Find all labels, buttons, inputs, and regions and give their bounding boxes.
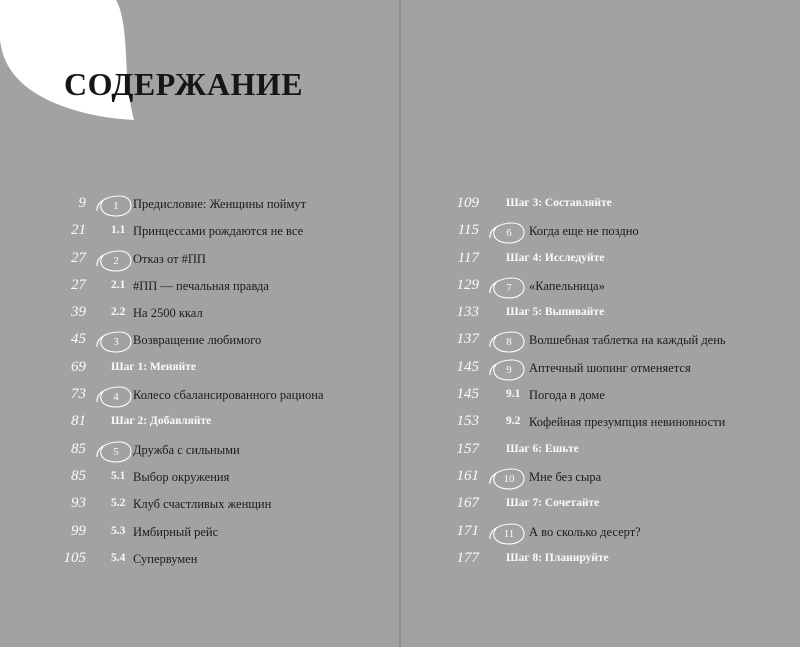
chapter-title: Дружба с сильными [133, 442, 240, 457]
toc-page-number: 145 [456, 386, 479, 403]
toc-page-number: 171 [456, 522, 479, 539]
chapter-number: 6 [506, 227, 512, 240]
chapter-number: 10 [503, 472, 515, 485]
step-title: Шаг 8: Планируйте [506, 551, 609, 564]
chapter-number: 3 [113, 336, 119, 349]
section-title: На 2500 ккал [133, 306, 203, 321]
toc-page-number: 153 [456, 413, 479, 430]
toc-page-number: 85 [71, 440, 86, 457]
toc-entry[interactable] [0, 546, 399, 573]
section-title: Имбирный рейс [133, 524, 219, 539]
chapter-number-badge [95, 330, 133, 354]
toc-page-number: 27 [71, 276, 86, 293]
toc-page-number: 27 [71, 249, 86, 266]
toc-page-number: 93 [71, 495, 86, 512]
toc-right-column [401, 191, 800, 573]
toc-entry[interactable] [401, 300, 800, 327]
section-number: 5.4 [111, 551, 126, 564]
chapter-title: А во сколько десерт? [529, 524, 641, 539]
toc-page-number: 69 [71, 358, 86, 375]
toc-entry[interactable] [401, 519, 800, 546]
page-title: СОДЕРЖАНИЕ [64, 66, 304, 102]
step-title: Шаг 1: Меняйте [111, 360, 196, 373]
section-number: 2.2 [111, 306, 126, 319]
toc-entry[interactable] [0, 464, 399, 491]
chapter-number-badge [488, 467, 526, 491]
section-title: Супервумен [133, 551, 198, 566]
step-title: Шаг 3: Составляйте [506, 197, 612, 209]
toc-entry[interactable] [0, 382, 399, 409]
toc-entry[interactable] [401, 382, 800, 409]
toc-entry[interactable] [0, 191, 399, 218]
toc-entry[interactable] [0, 327, 399, 354]
toc-page-number: 9 [78, 195, 86, 211]
chapter-title: «Капельница» [529, 278, 605, 293]
step-title: Шаг 6: Ешьте [506, 442, 579, 455]
toc-entry[interactable] [0, 519, 399, 546]
section-title: Принцессами рождаются не все [133, 224, 304, 239]
toc-page-number: 81 [71, 413, 86, 430]
section-title: Кофейная презумпция невиновности [529, 415, 726, 430]
toc-page-number: 115 [457, 222, 479, 239]
chapter-number: 4 [113, 391, 119, 404]
toc-entry[interactable] [401, 191, 800, 218]
chapter-title: Возвращение любимого [133, 333, 262, 348]
toc-page-number: 161 [456, 467, 479, 484]
toc-entry[interactable] [401, 218, 800, 245]
toc-entry[interactable] [401, 546, 800, 573]
toc-entry[interactable] [0, 246, 399, 273]
toc-entry[interactable] [0, 300, 399, 327]
chapter-number: 9 [506, 363, 512, 376]
chapter-title: Колесо сбалансированного рациона [133, 388, 324, 403]
section-title: Клуб счастливых женщин [133, 497, 272, 512]
toc-page-number: 109 [456, 195, 479, 211]
chapter-number: 8 [506, 336, 512, 349]
section-number: 9.1 [506, 388, 521, 401]
chapter-number-badge [488, 221, 526, 245]
chapter-number: 11 [503, 527, 515, 540]
chapter-number-badge [95, 249, 133, 273]
step-title: Шаг 4: Исследуйте [506, 251, 605, 264]
toc-entry[interactable] [0, 437, 399, 464]
toc-entry[interactable] [0, 273, 399, 300]
section-title: Выбор окружения [133, 469, 230, 484]
toc-entry[interactable] [401, 491, 800, 518]
chapter-number: 7 [506, 281, 512, 294]
toc-page-number: 73 [71, 386, 86, 403]
section-number: 5.2 [111, 497, 126, 510]
toc-entry[interactable] [0, 409, 399, 436]
chapter-title: Предисловие: Женщины поймут [133, 197, 307, 211]
chapter-number-badge [488, 358, 526, 382]
chapter-title: Аптечный шопинг отменяется [529, 360, 691, 375]
toc-left-column [0, 191, 399, 573]
toc-page-number: 105 [63, 549, 86, 566]
chapter-number: 1 [113, 200, 119, 212]
toc-page-number: 129 [456, 276, 479, 293]
chapter-number-badge [95, 385, 133, 409]
toc-entry[interactable] [0, 355, 399, 382]
chapter-title: Отказ от #ПП [133, 251, 206, 266]
chapter-number-badge [488, 522, 526, 546]
toc-entry[interactable] [0, 491, 399, 518]
petal-decoration [0, 0, 140, 125]
section-number: 5.3 [111, 524, 126, 537]
toc-page-number: 177 [456, 549, 479, 566]
toc-entry[interactable] [401, 409, 800, 436]
chapter-number-badge [95, 194, 133, 218]
chapter-number: 2 [113, 254, 119, 267]
section-number: 9.2 [506, 415, 521, 428]
step-title: Шаг 7: Сочетайте [506, 497, 600, 510]
toc-entry[interactable] [401, 246, 800, 273]
chapter-number: 5 [113, 445, 119, 458]
toc-page-number: 137 [456, 331, 479, 348]
toc-page-number: 157 [456, 440, 479, 457]
step-title: Шаг 2: Добавляйте [111, 415, 212, 428]
toc-entry[interactable] [401, 273, 800, 300]
section-title: Погода в доме [529, 388, 605, 403]
chapter-number-badge [488, 276, 526, 300]
section-title: #ПП — печальная правда [133, 278, 269, 293]
toc-entry[interactable] [401, 355, 800, 382]
toc-entry[interactable] [401, 464, 800, 491]
toc-page-number: 39 [71, 304, 86, 321]
toc-entry[interactable] [0, 218, 399, 245]
section-number: 2.1 [111, 278, 126, 291]
toc-page-number: 145 [456, 358, 479, 375]
toc-entry[interactable] [401, 327, 800, 354]
step-title: Шаг 5: Выпивайте [506, 306, 605, 319]
toc-page-number: 99 [71, 522, 86, 539]
chapter-title: Когда еще не поздно [529, 224, 639, 239]
section-number: 1.1 [111, 224, 126, 237]
toc-page-number: 167 [456, 495, 479, 512]
toc-page-number: 45 [71, 331, 86, 348]
toc-page-number: 85 [71, 467, 86, 484]
chapter-title: Волшебная таблетка на каждый день [529, 333, 726, 348]
toc-page-number: 21 [71, 222, 86, 239]
toc-page-number: 117 [457, 249, 479, 266]
toc-entry[interactable] [401, 437, 800, 464]
section-number: 5.1 [111, 469, 126, 482]
chapter-number-badge [95, 440, 133, 464]
toc-page-number: 133 [456, 304, 479, 321]
chapter-number-badge [488, 330, 526, 354]
chapter-title: Мне без сыра [529, 469, 602, 484]
